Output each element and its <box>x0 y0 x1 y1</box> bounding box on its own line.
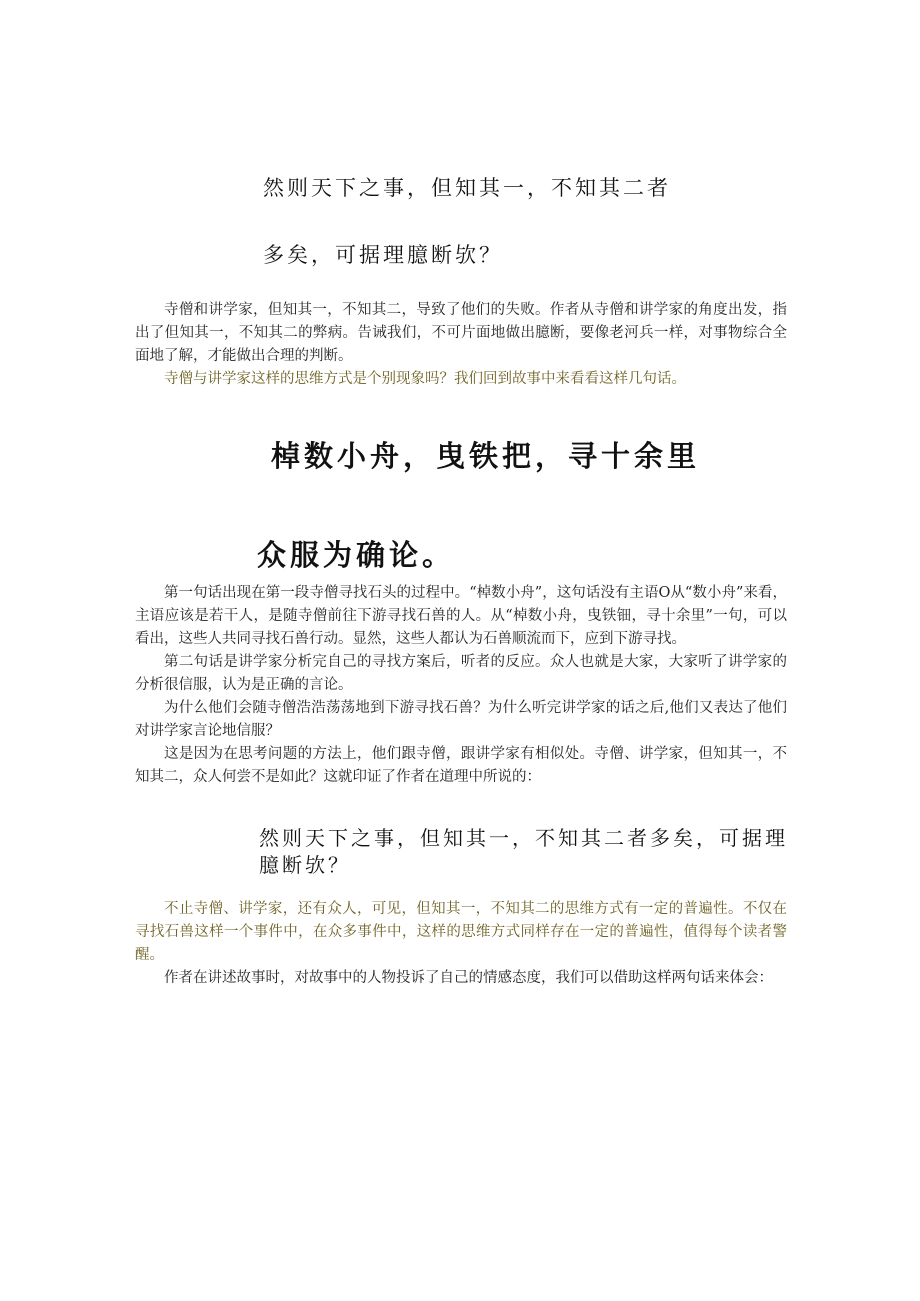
paragraph: 寺僧和讲学家，但知其一，不知其二，导致了他们的失败。作者从寺僧和讲学家的角度出发，指出了但知其一，不知其二的弊病。告诫我们，不可片面地做出臆断，要像老河兵一样，对事物综合全面地了解，才能做出合理的判断。 <box>135 302 787 364</box>
large-quote-line: 棹数小舟，曳铁把，寻十余里 <box>271 439 701 473</box>
quote-line: 多矣，可据理臆断欤？ <box>263 243 503 267</box>
body-section-2 <box>135 582 787 789</box>
body-section-3 <box>135 898 787 990</box>
large-quote-line: 众服为确论。 <box>257 538 456 572</box>
paragraph: 这是因为在思考问题的方法上，他们跟寺僧，跟讲学家有相似处。寺僧、讲学家，但知其一，不知其二，众人何尝不是如此？这就印证了作者在道理中所说的： <box>135 746 787 785</box>
highlighted-paragraph: 不止寺僧、讲学家，还有众人，可见，但知其一，不知其二的思维方式有一定的普遍性。不仅在寻找石兽这样一个事件中，在众多事件中，这样的思维方式同样存在一定的普遍性，值得每个读者警醒。 <box>135 901 787 963</box>
paragraph: 作者在讲述故事时，对故事中的人物投诉了自己的情感态度，我们可以借助这样两句话来体会： <box>164 970 773 986</box>
paragraph: 第一句话出现在第一段寺僧寻找石头的过程中。“棹数小舟”，这句话没有主语O从“数小舟”来看，主语应该是若干人，是随寺僧前往下游寻找石兽的人。从“棹数小舟，曳铁钿，寻十余里”一句，可以看出，这些人共同寻找石兽行动。显然，这些人都认为石兽顺流而下，应到下游寻找。 <box>135 585 787 647</box>
paragraph: 第二句话是讲学家分析完自己的寻找方案后，听者的反应。众人也就是大家，大家听了讲学家的分析很信服，认为是正确的言论。 <box>135 654 787 693</box>
body-section-1 <box>135 299 787 391</box>
quote-block: 然则天下之事，但知其一，不知其二者多矣，可据理臆断欤？ <box>259 826 788 877</box>
highlighted-paragraph: 寺僧与讲学家这样的思维方式是个别现象吗？我们回到故事中来看看这样几句话。 <box>164 371 686 387</box>
paragraph: 为什么他们会随寺僧浩浩荡荡地到下游寻找石兽？为什么听完讲学家的话之后,他们又表达了他们对讲学家言论地信服？ <box>135 700 787 739</box>
quote-line: 然则天下之事，但知其一，不知其二者 <box>263 176 671 200</box>
